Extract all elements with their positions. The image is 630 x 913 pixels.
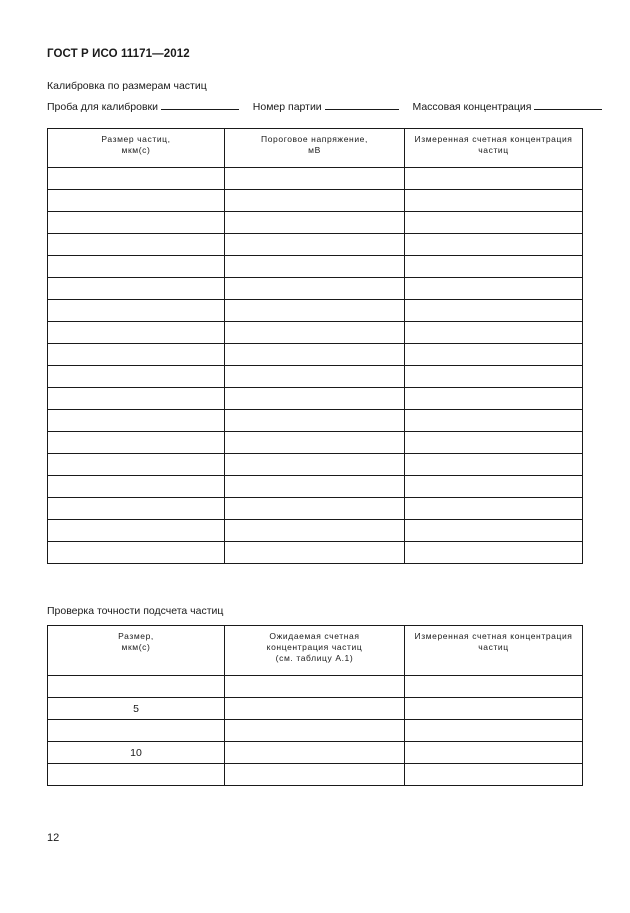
table-cell[interactable] <box>225 520 405 542</box>
table-cell[interactable] <box>225 234 405 256</box>
table-cell[interactable] <box>225 388 405 410</box>
table-cell[interactable] <box>405 212 583 234</box>
table-cell[interactable] <box>225 256 405 278</box>
accuracy-header-row <box>48 626 583 676</box>
table-cell[interactable] <box>48 542 225 564</box>
table-cell[interactable]: 5 <box>48 698 225 720</box>
sample-label: Проба для калибровки <box>47 101 158 113</box>
table-row <box>48 542 583 564</box>
table-cell[interactable] <box>48 256 225 278</box>
table-cell[interactable] <box>405 168 583 190</box>
table-row <box>48 742 583 764</box>
table-cell[interactable] <box>225 168 405 190</box>
table-cell[interactable] <box>405 256 583 278</box>
table-row <box>48 278 583 300</box>
calibration-table <box>47 128 583 564</box>
table-row <box>48 344 583 366</box>
table-cell[interactable] <box>405 698 583 720</box>
table-cell[interactable] <box>225 542 405 564</box>
table-cell[interactable] <box>48 454 225 476</box>
table-row <box>48 432 583 454</box>
table-cell[interactable] <box>405 720 583 742</box>
column-header: Ожидаемая счетная концентрация частиц (см. таблицу А.1) <box>225 626 405 676</box>
table-cell[interactable] <box>405 476 583 498</box>
table-row <box>48 212 583 234</box>
table-cell[interactable] <box>48 720 225 742</box>
table-cell[interactable] <box>405 366 583 388</box>
table-row <box>48 764 583 786</box>
table-cell[interactable] <box>225 344 405 366</box>
table-cell[interactable] <box>48 432 225 454</box>
calibration-title: Калибровка по размерам частиц <box>47 80 207 92</box>
table-row <box>48 454 583 476</box>
standard-header: ГОСТ Р ИСО 11171—2012 <box>47 48 190 60</box>
table-row <box>48 190 583 212</box>
table-row <box>48 300 583 322</box>
mass-blank[interactable] <box>534 100 602 110</box>
table-cell[interactable] <box>225 720 405 742</box>
mass-label: Массовая концентрация <box>412 101 532 113</box>
table-row <box>48 720 583 742</box>
table-cell[interactable] <box>405 300 583 322</box>
table-cell[interactable] <box>225 676 405 698</box>
table-cell[interactable] <box>225 300 405 322</box>
table-cell[interactable] <box>48 278 225 300</box>
table-row <box>48 256 583 278</box>
table-cell[interactable] <box>405 278 583 300</box>
table-cell[interactable] <box>225 278 405 300</box>
column-header: Размер, мкм(с) <box>48 626 225 676</box>
column-header: Пороговое напряжение, мВ <box>225 129 405 168</box>
table-cell[interactable] <box>405 322 583 344</box>
table-cell[interactable] <box>405 234 583 256</box>
table-cell[interactable] <box>405 498 583 520</box>
table-cell[interactable] <box>405 676 583 698</box>
table-cell[interactable] <box>405 388 583 410</box>
table-cell[interactable] <box>225 742 405 764</box>
table-cell[interactable] <box>225 476 405 498</box>
table-cell[interactable] <box>48 168 225 190</box>
sample-blank[interactable] <box>161 100 239 110</box>
table-cell[interactable] <box>405 454 583 476</box>
table-cell[interactable] <box>48 520 225 542</box>
batch-blank[interactable] <box>325 100 399 110</box>
batch-label: Номер партии <box>252 101 322 113</box>
table-cell[interactable] <box>225 698 405 720</box>
table-cell[interactable] <box>225 190 405 212</box>
table-cell[interactable] <box>48 410 225 432</box>
table-row <box>48 476 583 498</box>
table-cell[interactable] <box>48 190 225 212</box>
table-cell[interactable] <box>405 432 583 454</box>
table-cell[interactable] <box>225 454 405 476</box>
table-cell[interactable] <box>405 344 583 366</box>
table-cell[interactable] <box>225 498 405 520</box>
table-cell[interactable] <box>225 764 405 786</box>
table-row <box>48 698 583 720</box>
table-cell[interactable] <box>48 212 225 234</box>
calibration-header-row <box>48 129 583 168</box>
table-row <box>48 520 583 542</box>
table-cell[interactable] <box>48 322 225 344</box>
table-row <box>48 366 583 388</box>
table-row <box>48 168 583 190</box>
table-cell[interactable] <box>405 742 583 764</box>
table-cell[interactable] <box>225 212 405 234</box>
table-cell[interactable] <box>48 764 225 786</box>
table-cell[interactable]: 10 <box>48 742 225 764</box>
table-row <box>48 388 583 410</box>
table-cell[interactable] <box>225 432 405 454</box>
table-cell[interactable] <box>48 498 225 520</box>
table-row <box>48 676 583 698</box>
table-cell[interactable] <box>405 764 583 786</box>
column-header: Измеренная счетная концентрация частиц <box>405 626 583 676</box>
table-cell[interactable] <box>405 520 583 542</box>
table-cell[interactable] <box>48 300 225 322</box>
table-row <box>48 322 583 344</box>
table-cell[interactable] <box>225 410 405 432</box>
accuracy-title: Проверка точности подсчета частиц <box>47 605 224 617</box>
table-row <box>48 234 583 256</box>
table-cell[interactable] <box>48 344 225 366</box>
table-cell[interactable] <box>405 410 583 432</box>
table-cell[interactable] <box>48 476 225 498</box>
table-cell[interactable] <box>225 366 405 388</box>
table-cell[interactable] <box>48 366 225 388</box>
page-number: 12 <box>47 832 60 844</box>
accuracy-table <box>47 625 583 786</box>
column-header: Измеренная счетная концентрация частиц <box>405 129 583 168</box>
column-header: Размер частиц, мкм(с) <box>48 129 225 168</box>
table-cell[interactable] <box>405 190 583 212</box>
table-cell[interactable] <box>405 542 583 564</box>
table-row <box>48 410 583 432</box>
table-cell[interactable] <box>225 322 405 344</box>
table-cell[interactable] <box>48 676 225 698</box>
table-cell[interactable] <box>48 234 225 256</box>
calibration-fields <box>47 100 583 113</box>
table-cell[interactable] <box>48 388 225 410</box>
table-row <box>48 498 583 520</box>
